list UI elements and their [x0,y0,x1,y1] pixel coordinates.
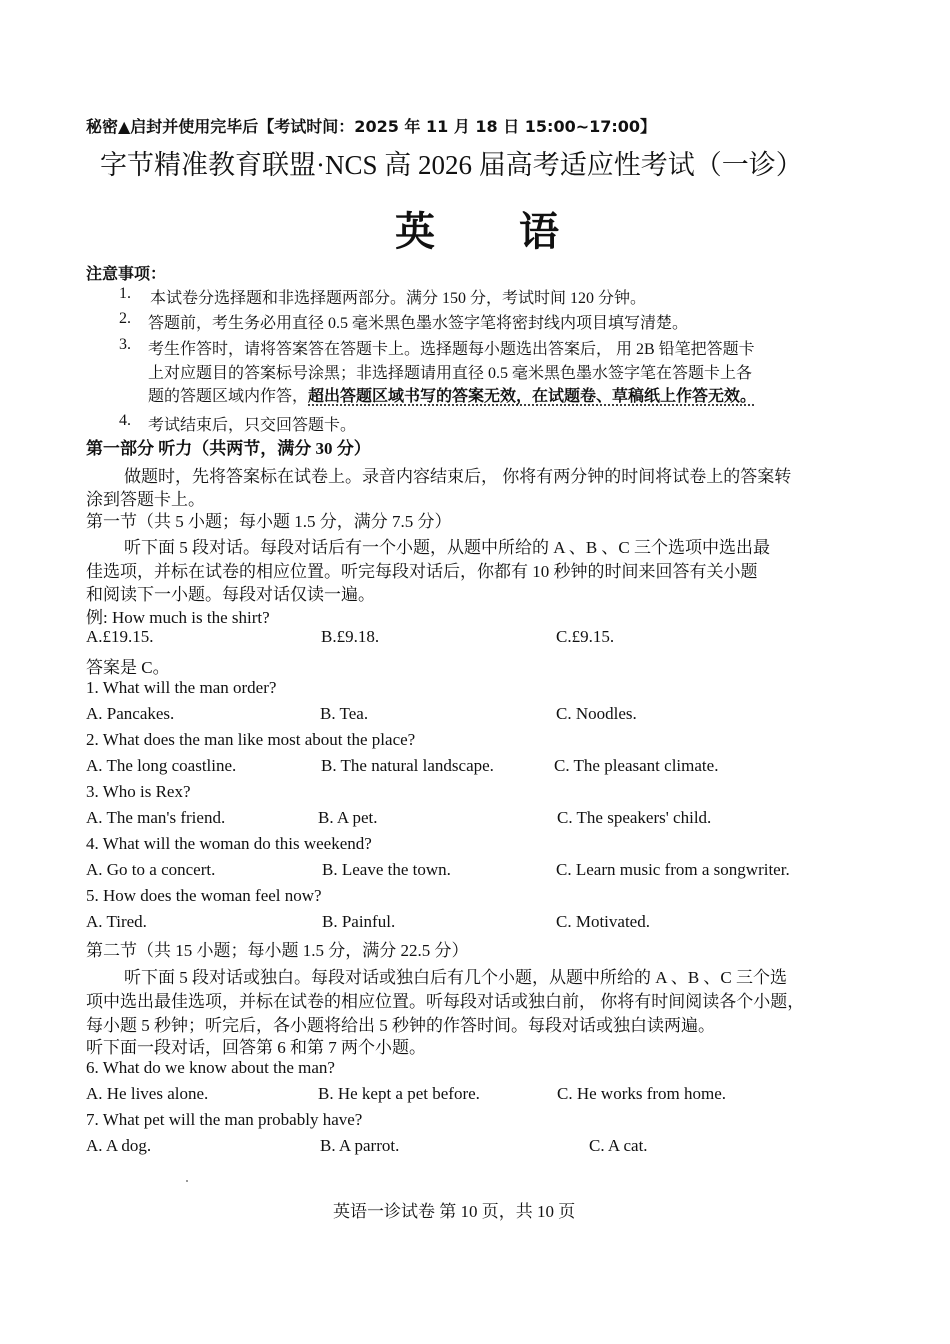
note-number: 1. [119,285,131,302]
section1-heading: 第一节（共 5 小题；每小题 1.5 分，满分 7.5 分） [86,512,452,531]
example-option-c: C.£9.15. [556,627,615,646]
part1-intro-line: 做题时，先将答案标在试卷上。录音内容结束后， 你将有两分钟的时间将试卷上的答案转 [124,467,792,486]
option-b: B. A parrot. [320,1136,400,1155]
exam-title: 字节精准教育联盟·NCS 高 2026 届高考适应性考试（一诊） [100,150,803,180]
section1-instruction-line: 佳选项，并标在试卷的相应位置。听完每段对话后，你都有 10 秒钟的时间来回答有关小题 [86,562,758,581]
question-3: 3. Who is Rex? [86,782,191,801]
option-b: B. Tea. [320,704,369,723]
option-b: B. Painful. [322,912,396,931]
question-4: 4. What will the woman do this weekend? [86,834,372,853]
question-2: 2. What does the man like most about the place? [86,730,416,749]
option-c: C. A cat. [589,1136,648,1155]
section1-instruction-line: 和阅读下一小题。每段对话仅读一遍。 [86,585,375,604]
note-text: 考试结束后，只交回答题卡。 [148,417,357,434]
option-a: A. The long coastline. [86,756,237,775]
secret-exam-time-line: 秘密▲启封并使用完毕后【考试时间：2025 年 11 月 18 日 15:00~17:00】 [86,117,657,136]
stray-dot [186,1180,188,1182]
option-a: A. Go to a concert. [86,860,216,879]
question-6: 6. What do we know about the man? [86,1058,335,1077]
option-a: A. He lives alone. [86,1084,209,1103]
note-number: 2. [119,310,131,327]
option-a: A. Pancakes. [86,704,175,723]
note-text-line: 上对应题目的答案标号涂黑；非选择题请用直径 0.5 毫米黑色墨水签字笔在答题卡上各 [148,365,753,382]
option-a: A. Tired. [86,912,147,931]
note-text: 本试卷分选择题和非选择题两部分。满分 150 分，考试时间 120 分钟。 [150,290,647,307]
option-c: C. He works from home. [557,1084,727,1103]
option-b: B. The natural landscape. [321,756,494,775]
section2-instruction-line: 每小题 5 秒钟；听完后，各小题将给出 5 秒钟的作答时间。每段对话或独白读两遍。 [86,1016,715,1035]
example-option-a: A.£19.15. [86,627,154,646]
option-c: C. Noodles. [556,704,637,723]
question-5: 5. How does the woman feel now? [86,886,322,905]
notes-heading: 注意事项： [86,264,167,283]
option-a: A. The man's friend. [86,808,226,827]
section2-instruction-line: 听下面 5 段对话或独白。每段对话或独白后有几个小题，从题中所给的 A 、B 、C 三个选 [124,968,788,987]
option-b: B. Leave the town. [322,860,451,879]
part1-heading: 第一部分 听力（共两节，满分 30 分） [86,439,371,458]
option-c: C. The pleasant climate. [554,756,719,775]
example-answer: 答案是 C。 [86,658,170,677]
section2-heading: 第二节（共 15 小题；每小题 1.5 分，满分 22.5 分） [86,941,469,960]
part1-intro-line: 涂到答题卡上。 [86,490,205,509]
option-c: C. Motivated. [556,912,650,931]
question-7: 7. What pet will the man probably have? [86,1110,363,1129]
note-number: 3. [119,336,131,353]
option-b: B. A pet. [318,808,378,827]
subject-char-1: 英 [395,209,435,255]
subject-char-2: 语 [519,209,559,255]
option-a: A. A dog. [86,1136,152,1155]
example-option-b: B.£9.18. [321,627,380,646]
question-1: 1. What will the man order? [86,678,277,697]
page-footer: 英语一诊试卷 第 10 页，共 10 页 [333,1202,576,1221]
note-text-line [148,383,756,406]
note-text-emphasis: 超出答题区域书写的答案无效，在试题卷、草稿纸上作答无效。 [308,386,757,405]
section2-lead: 听下面一段对话，回答第 6 和第 7 两个小题。 [86,1038,426,1057]
example-question: 例: How much is the shirt? [86,608,270,627]
section2-instruction-line: 项中选出最佳选项，并标在试卷的相应位置。听每段对话或独白前， 你将有时间阅读各个小题， [86,992,805,1011]
note-text: 答题前，考生务必用直径 0.5 毫米黑色墨水签字笔将密封线内项目填写清楚。 [148,315,689,332]
section1-instruction-line: 听下面 5 段对话。每段对话后有一个小题，从题中所给的 A 、B 、C 三个选项中选出最 [124,538,771,557]
option-c: C. Learn music from a songwriter. [556,860,790,879]
option-b: B. He kept a pet before. [318,1084,480,1103]
note-text-line: 考生作答时，请将答案答在答题卡上。选择题每小题选出答案后， 用 2B 铅笔把答题卡 [148,341,755,358]
note-text-plain: 题的答题区域内作答， [148,388,309,405]
note-number: 4. [119,412,131,429]
option-c: C. The speakers' child. [557,808,712,827]
